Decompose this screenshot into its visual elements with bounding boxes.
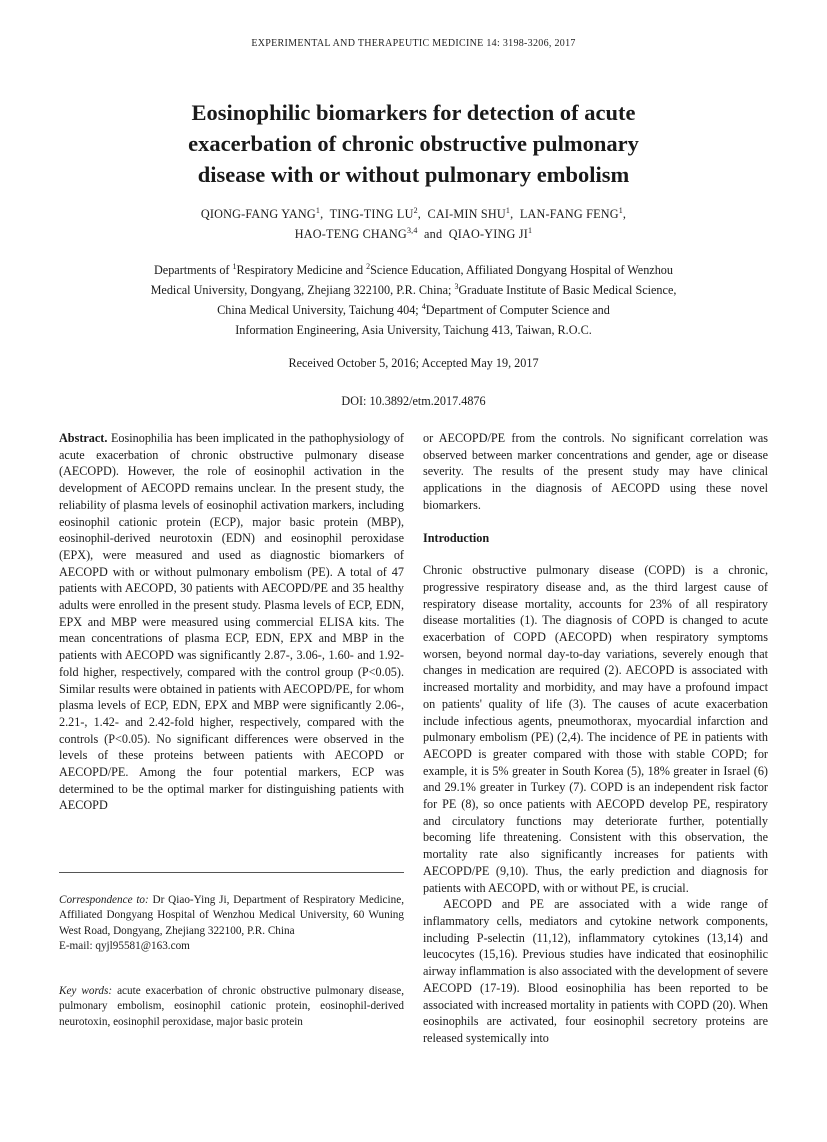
title-line: exacerbation of chronic obstructive pulmonary (188, 131, 639, 156)
doi: DOI: 10.3892/etm.2017.4876 (341, 394, 486, 408)
article-title (120, 97, 707, 190)
footnote-divider (59, 872, 404, 873)
email: E-mail: qyjl95581@163.com (59, 939, 190, 952)
author: TING-TING $LU^2$ (329, 205, 418, 221)
keywords-label: Key words: (59, 985, 113, 997)
author: QIONG-FANG YANG$^1$ (200, 205, 321, 221)
running-head: EXPERIMENTAL AND THERAPEUTIC MEDICINE 14: 3198-3206, 2017 (251, 38, 576, 49)
correspondence-label: Correspondence to: (59, 894, 149, 906)
left-column (59, 430, 404, 814)
author: HAO-TENG CHANG$^{3,4}$ (294, 225, 418, 241)
author-list: QIONG-FANG YANG$^1$, TING-TING $LU^2$, CAI-MIN SHU$^1$, LAN-FANG FENG$^1$, HAO-TENG CHANG$^{3,4}$ and QIAO-YING $JI^1$ (200, 205, 627, 241)
right-column (423, 430, 768, 1047)
affiliations: Departments of $^1$Respiratory Medicine and $^2$Science Education, Affiliated Dongyang Hospital of Wenzhou Medical University, Dongyang, Zhejiang 322100, P.R. China; $^3$Graduate Institute of Basic Medical Science, China Medical University, Taichung 404; $^4$Department of Computer Science and Information Engineering, Asia University, Taichung 413, Taiwan, R.O.C. (150, 261, 677, 337)
author: CAI-MIN SHU$^1$ (427, 205, 511, 221)
abstract: Abstract. Eosinophilia has been implicated in the pathophysiology of acute exacerbation of chronic obstructive pulmonary disease (AECOPD). However, the role of eosinophil activation in the development of AECOPD remains unclear. In the present study, the reliability of plasma levels of eosinophil activation markers, including eosinophil cationic protein (ECP), major basic protein (MBP), eosinophil-derived neurotoxin (EDN) and eosinophil peroxidase (EPX), were measured and used as diagnostic biomarkers of AECOPD with or without pulmonary embolism (PE). A total of 47 patients with AECOPD, 30 patients with AECOPD/PE and 35 healthy adults were enrolled in the present study. Plasma levels of ECP, EDN, EPX and MBP were measured using commercial ELISA kits. The mean concentrations of plasma ECP, EDN, EPX and MBP in the patients with AECOPD was significantly 2.87-, 3.06-, 1.60- and 1.92-fold higher, respectively, compared with the control group (P<0.05). Similar results were obtained in patients with AECOPD/PE, for whom plasma levels of ECP, EDN, EPX and MBP were significantly 2.06-, 2.21-, 1.42- and 2.42-fold higher, respectively, compared with the controls (P<0.05). No significant differences were observed in the levels of these proteins between patients with AECOPD or AECOPD/PE. Among the four potential markers, ECP was determined to be the optimal marker for distinguishing patients with AECOPD (59, 431, 404, 813)
author: QIAO-YING $JI^1$ (448, 225, 533, 241)
abstract-label: Abstract. (59, 431, 108, 445)
paragraph: Chronic obstructive pulmonary disease (COPD) is a chronic, progressive respiratory disease and, as the third largest cause of respiratory disease mortality, accounts for 23% of all respiratory disease mortalities (1). The diagnosis of COPD is changed to acute exacerbation of COPD (AECOPD) when respiratory symptoms worsen, beyond normal day-to-day variations, severely enough that changes in medication are required (2). AECOPD is associated with increased mortality and morbidity, and may have a profound impact on patients' quality of life (3). The causes of acute exacerbation include infectious agents, pneumothorax, myocardial infarction and pulmonary embolism (PE) (2,4). The incidence of PE in patients with AECOPD is greater compared with those with stable COPD; for example, it is 5% greater in South Korea (5), 18% greater in Israel (6) and 29.1% greater in Turkey (7). COPD is an independent risk factor for PE (8), so once patients with AECOPD develop PE, respiratory and circulatory functions may deteriorate further, potentially becoming life threatening. Consistent with this observation, the mortality rate also significantly increases for patients with AECOPD/PE (9,10). Thus, the early prediction and diagnosis for patients with AECOPD, with or without PE, is crucial. (423, 563, 768, 895)
correspondence-note: Correspondence to: Dr Qiao-Ying Ji, Department of Respiratory Medicine, Affiliated Dongyang Hospital of Wenzhou Medical University, 60 Wuning West Road, Dongyang, Zhejiang 322100, P.R. China E-mail: qyjl95581@163.com (59, 893, 404, 954)
paragraph: AECOPD and PE are associated with a wide range of inflammatory cells, mediators and cytokine network components, including P-selectin (11,12), inflammatory cytokines (13,14) and leucocytes (15,16). Previous studies have indicated that eosinophilic airway inflammation is also associated with the development of severe AECOPD (17-19). Blood eosinophilia has been reported to be associated with increased mortality in patients with COPD (20). When eosinophils are activated, four eosinophil secretory proteins are released systemically into (423, 897, 768, 1045)
author: LAN-FANG FENG$^1$ (519, 205, 623, 221)
title-line: Eosinophilic biomarkers for detection of acute (191, 100, 636, 125)
introduction-heading: Introduction (423, 530, 490, 545)
keywords: Key words: acute exacerbation of chronic obstructive pulmonary disease, pulmonary embolism, eosinophil cationic protein, eosinophil-derived neurotoxin, eosinophil peroxidase, major basic protein (59, 985, 404, 1028)
title-line: disease with or without pulmonary embolism (197, 162, 630, 187)
author-conjunction: and (424, 227, 443, 241)
received-accepted-dates: Received October 5, 2016; Accepted May 19, 2017 (288, 356, 539, 370)
abstract-continuation: or AECOPD/PE from the controls. No significant correlation was observed between marker concentrations and gender, age or disease severity. The results of the present study may have clinical applications in the diagnosis of AECOPD using these novel biomarkers. (423, 431, 768, 512)
